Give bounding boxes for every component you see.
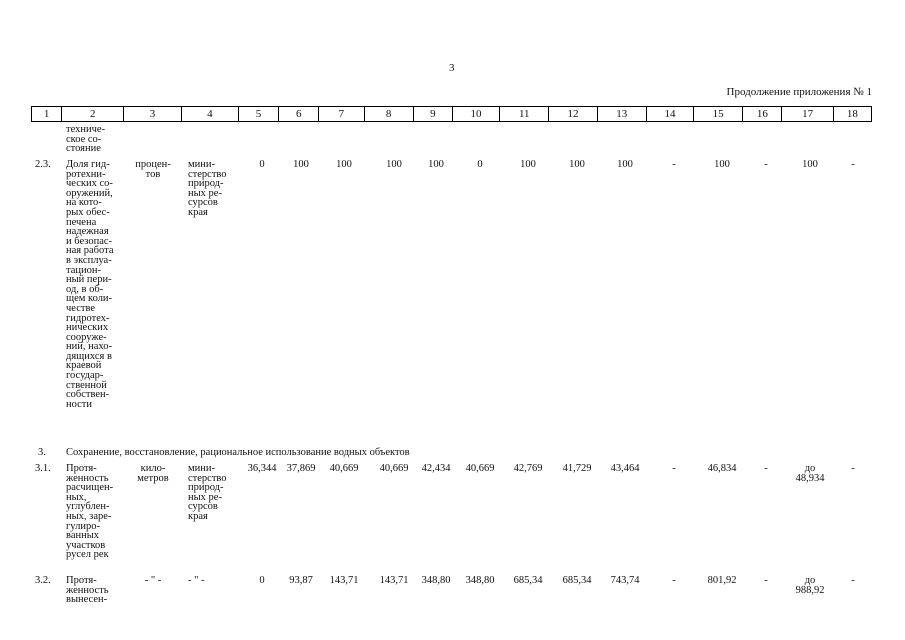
row-value: 46,834: [707, 463, 737, 474]
row-value: 348,80: [465, 575, 495, 586]
row-value: -: [764, 159, 768, 170]
column-number-13: 13: [597, 107, 646, 122]
row-value: 36,344: [247, 463, 277, 474]
row-value: 0: [259, 159, 265, 170]
row-value: до 988,92: [795, 575, 825, 596]
column-number-17: 17: [782, 107, 833, 122]
row-value: -: [672, 575, 676, 586]
row-indicator-name: Доля гид- ротехни- ческих со- оружений, на кото- рых обес- печена надежная и безопас- ная работа в эксплуа- тацион- ный пери- од, в об- щем коли- честве гидротех- нических сооруже- ний, нахо- дящихся в краевой государ- ственной собствен- ности: [66, 159, 114, 410]
row-value: 801,92: [707, 575, 737, 586]
row-value: 100: [520, 159, 536, 170]
row-value: 348,80: [421, 575, 451, 586]
row-value: -: [764, 463, 768, 474]
row-value: 685,34: [562, 575, 592, 586]
continued-cell-text: техниче- ское со- стояние: [66, 124, 106, 155]
row-value: 143,71: [329, 575, 359, 586]
row-value: -: [851, 575, 855, 586]
column-number-7: 7: [319, 107, 364, 122]
column-number-6: 6: [279, 107, 319, 122]
row-value: 93,87: [289, 575, 313, 586]
row-indicator-name: Протя- женность вынесен-: [66, 575, 109, 606]
column-number-14: 14: [646, 107, 693, 122]
row-value: 37,869: [286, 463, 316, 474]
row-value: 0: [477, 159, 483, 170]
column-number-2: 2: [62, 107, 124, 122]
row-value: 0: [259, 575, 265, 586]
section-title: Сохранение, восстановление, рациональное использование водных объектов: [66, 447, 410, 458]
row-value: -: [851, 159, 855, 170]
column-number-8: 8: [364, 107, 413, 122]
row-unit: процен- тов: [135, 159, 171, 180]
row-value: 100: [428, 159, 444, 170]
continuation-label: Продолжение приложения № 1: [726, 86, 872, 98]
row-value: 100: [336, 159, 352, 170]
column-number-1: 1: [32, 107, 62, 122]
row-number: 2.3.: [35, 159, 51, 170]
row-value: 100: [802, 159, 818, 170]
row-value: 41,729: [562, 463, 592, 474]
row-value: 100: [714, 159, 730, 170]
row-responsible-org: - " -: [188, 575, 205, 586]
row-value: 100: [293, 159, 309, 170]
row-value: 143,71: [379, 575, 409, 586]
row-value: -: [672, 463, 676, 474]
column-header-row: [31, 106, 872, 122]
column-number-4: 4: [181, 107, 238, 122]
section-number: 3.: [38, 447, 46, 458]
row-value: 743,74: [610, 575, 640, 586]
row-value: -: [851, 463, 855, 474]
column-number-5: 5: [238, 107, 278, 122]
row-value: 42,434: [421, 463, 451, 474]
row-indicator-name: Протя- женность расчищен- ных, углублен- ных, заре- гулиро- ванных участков русел рек: [66, 463, 114, 561]
row-value: 100: [569, 159, 585, 170]
row-unit: кило- метров: [137, 463, 169, 484]
page-number: 3: [449, 62, 455, 74]
row-value: 685,34: [513, 575, 543, 586]
column-number-3: 3: [124, 107, 181, 122]
column-number-15: 15: [694, 107, 743, 122]
column-number-10: 10: [452, 107, 499, 122]
column-number-12: 12: [549, 107, 597, 122]
column-number-18: 18: [833, 107, 871, 122]
column-number-9: 9: [413, 107, 452, 122]
column-number-16: 16: [743, 107, 782, 122]
row-value: до 48,934: [795, 463, 825, 484]
row-value: 43,464: [610, 463, 640, 474]
row-value: 100: [617, 159, 633, 170]
row-value: -: [764, 575, 768, 586]
row-value: 40,669: [329, 463, 359, 474]
row-responsible-org: мини- стерство природ- ных ре- сурсов края: [188, 463, 227, 522]
row-number: 3.2.: [35, 575, 51, 586]
column-number-11: 11: [500, 107, 549, 122]
row-value: 40,669: [465, 463, 495, 474]
row-value: 100: [386, 159, 402, 170]
row-number: 3.1.: [35, 463, 51, 474]
row-value: 40,669: [379, 463, 409, 474]
row-value: 42,769: [513, 463, 543, 474]
row-unit: - " -: [144, 575, 162, 586]
row-responsible-org: мини- стерство природ- ных ре- сурсов края: [188, 159, 227, 218]
row-value: -: [672, 159, 676, 170]
